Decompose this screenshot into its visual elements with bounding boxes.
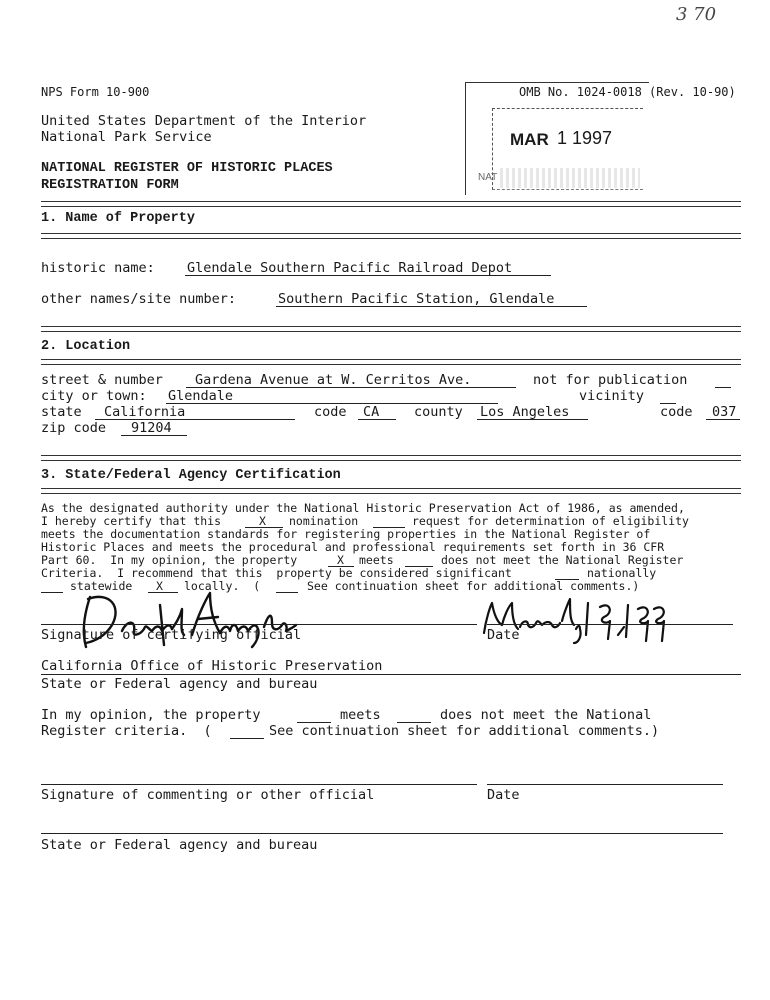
other-names-underline — [276, 306, 587, 307]
agency-label: State or Federal agency and bureau — [41, 676, 318, 692]
certification-line5a: Part 60. In my opinion, the property — [41, 553, 298, 567]
double-rule — [41, 488, 741, 494]
city-label: city or town: — [41, 388, 147, 404]
section3-heading: 3. State/Federal Agency Certification — [41, 468, 341, 483]
section2-heading: 2. Location — [41, 339, 131, 354]
signature-line — [41, 624, 477, 625]
county-code-label: code — [660, 404, 693, 420]
form-title-line1: NATIONAL REGISTER OF HISTORIC PLACES — [41, 161, 333, 176]
date-label: Date — [487, 627, 520, 643]
stamp-faint-text: NAT — [478, 172, 498, 183]
stamp-day-year: 1 1997 — [557, 128, 613, 148]
state-code-underline — [358, 419, 396, 420]
department-name: United States Department of the Interior — [41, 113, 367, 129]
nomination-check: X — [259, 514, 266, 528]
street-label: street & number — [41, 372, 163, 388]
stamp-month: MAR — [510, 130, 549, 149]
zip-label: zip code — [41, 420, 107, 436]
certification-line2a: I hereby certify that this — [41, 514, 222, 528]
signature-label: Signature of certifying official — [41, 627, 302, 643]
locally-check: X — [156, 579, 163, 593]
commenting-date-line — [487, 784, 723, 785]
state-value: California — [104, 404, 186, 420]
double-rule — [41, 233, 741, 239]
county-underline — [477, 419, 588, 420]
county-code-value: 037 — [712, 404, 737, 420]
historic-name-label: historic name: — [41, 260, 155, 276]
certification-line1: As the designated authority under the National Historic Preservation Act of 1986, as amended, — [41, 501, 685, 515]
vicinity-label: vicinity — [579, 388, 645, 404]
certification-line7b: locally. ( — [184, 579, 261, 593]
zip-value: 91204 — [131, 420, 172, 436]
other-names-value: Southern Pacific Station, Glendale — [278, 291, 555, 307]
double-rule — [41, 455, 741, 461]
agency-line — [41, 674, 741, 675]
zip-underline — [121, 435, 187, 436]
county-label: county — [414, 404, 463, 420]
omb-number: OMB No. 1024-0018 (Rev. 10-90) — [519, 85, 736, 99]
certification-line7a: statewide — [70, 579, 133, 593]
double-rule — [41, 326, 741, 332]
historic-name-value: Glendale Southern Pacific Railroad Depot — [187, 260, 513, 276]
service-name: National Park Service — [41, 129, 212, 145]
certifying-official-signature — [60, 585, 300, 655]
corner-handwritten-mark: 3 70 — [676, 4, 717, 25]
double-rule — [41, 201, 741, 207]
certification-line2c: request for determination of eligibility — [412, 514, 689, 528]
double-rule — [41, 359, 741, 365]
certification-line6a: Criteria. I recommend that this property be considered significant — [41, 566, 512, 580]
commenting-date-label: Date — [487, 787, 520, 803]
certification-line3: meets the documentation standards for registering properties in the National Register of — [41, 527, 651, 541]
certification-line2b: nomination — [289, 514, 359, 528]
meets-check: X — [337, 553, 344, 567]
state-code-label: code — [314, 404, 347, 420]
state-underline — [95, 419, 295, 420]
opinion-line1c: does not meet the National — [440, 707, 652, 723]
certification-line5c: does not meet the National Register — [441, 553, 684, 567]
not-for-publication-label: not for publication — [533, 372, 688, 388]
opinion-line1b: meets — [340, 707, 381, 723]
agency-line-2 — [41, 833, 723, 834]
county-value: Los Angeles — [480, 404, 570, 420]
other-names-label: other names/site number: — [41, 291, 237, 307]
form-number: NPS Form 10-900 — [41, 85, 150, 99]
street-value: Gardena Avenue at W. Cerritos Ave. — [195, 372, 472, 388]
state-label: state — [41, 404, 82, 420]
city-value: Glendale — [168, 388, 234, 404]
historic-name-underline — [185, 275, 551, 276]
street-underline — [186, 387, 516, 388]
not-for-publication-blank — [715, 387, 731, 388]
commenting-signature-label: Signature of commenting or other official — [41, 787, 375, 803]
commenting-signature-line — [41, 784, 477, 785]
stamp-smudge — [500, 168, 640, 188]
opinion-line1a: In my opinion, the property — [41, 707, 261, 723]
state-code-value: CA — [363, 404, 380, 420]
certification-line4: Historic Places and meets the procedural and professional requirements set forth in 36 CFR — [41, 540, 665, 554]
certification-line5b: meets — [359, 553, 394, 567]
county-code-underline — [706, 419, 740, 420]
certification-line7c: See continuation sheet for additional comments.) — [307, 579, 640, 593]
certification-line6b: nationally — [587, 566, 657, 580]
opinion-continuation-blank — [230, 738, 264, 739]
agency-label-2: State or Federal agency and bureau — [41, 837, 318, 853]
opinion-line2b: See continuation sheet for additional comments.) — [269, 723, 660, 739]
form-title-line2: REGISTRATION FORM — [41, 178, 179, 193]
agency-value: California Office of Historic Preservation — [41, 658, 383, 674]
opinion-line2a: Register criteria. ( — [41, 723, 212, 739]
section1-heading: 1. Name of Property — [41, 211, 195, 226]
date-line — [487, 624, 733, 625]
